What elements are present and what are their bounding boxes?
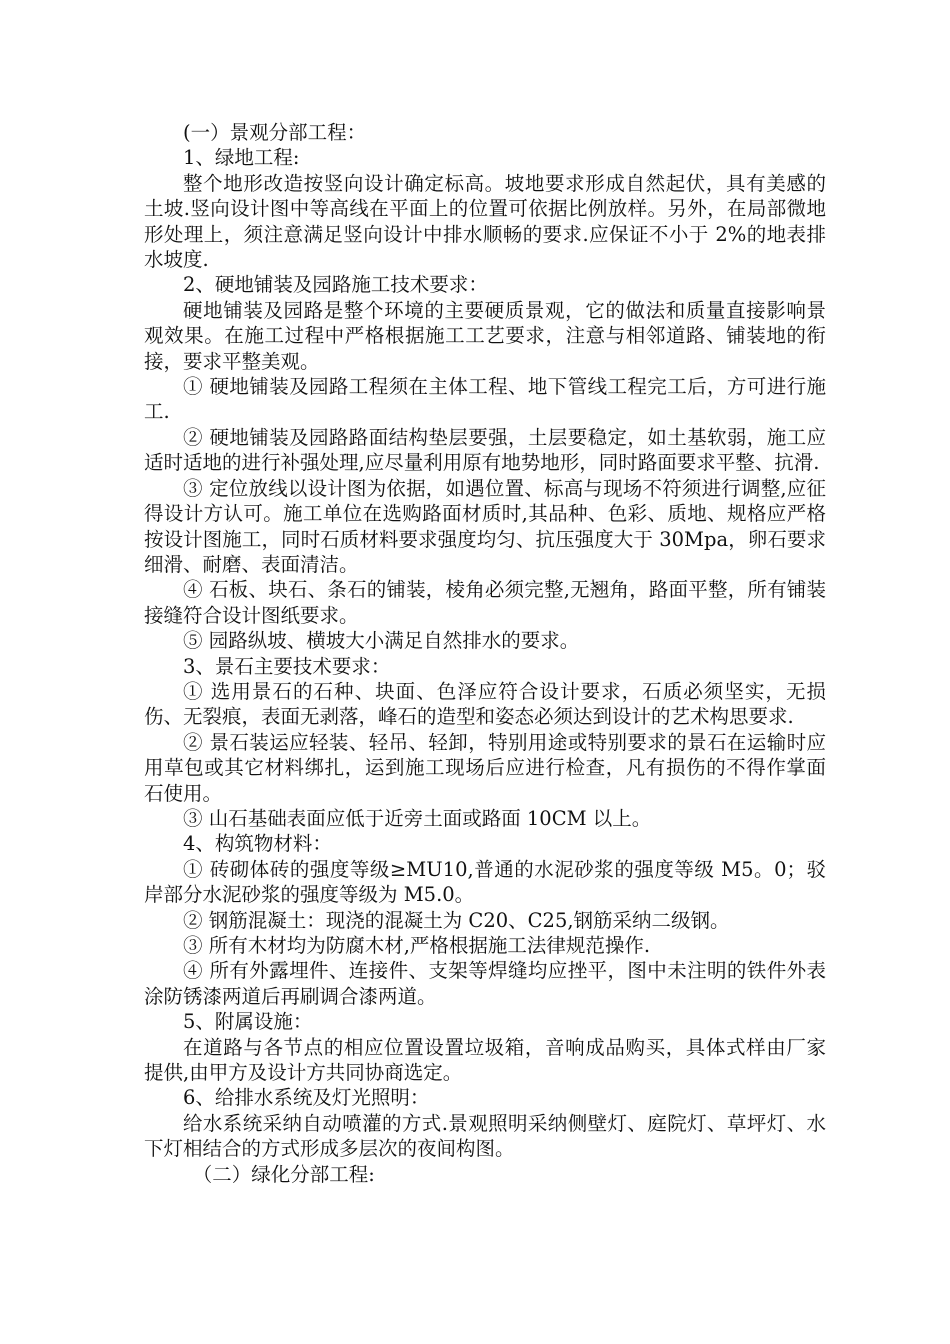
list-item: ④ 所有外露埋件、连接件、支架等焊缝均应挫平，图中未注明的铁件外表涂防锈漆两道后再刷调合漆两道。 <box>144 959 826 1008</box>
body-paragraph: 硬地铺装及园路是整个环境的主要硬质景观，它的做法和质量直接影响景观效果。在施工过程中严格根据施工工艺要求，注意与相邻道路、铺装地的衔接，要求平整美观。 <box>144 298 826 373</box>
list-item: ③ 定位放线以设计图为依据，如遇位置、标高与现场不符须进行调整,应征得设计方认可。施工单位在选购路面材质时,其品种、色彩、质地、规格应严格按设计图施工，同时石质材料要求强度均匀、抗压强度大于 30Mpa，卵石要求细滑、耐磨、表面清洁。 <box>144 476 826 576</box>
subsection-heading: 3、景石主要技术要求： <box>183 654 391 678</box>
document-body <box>144 120 826 1187</box>
section-heading: (一）景观分部工程： <box>183 121 367 144</box>
list-item: ① 选用景石的石种、块面、色泽应符合设计要求，石质必须坚实，无损伤、无裂痕，表面无剥落，峰石的造型和姿态必须达到设计的艺术构思要求. <box>144 679 826 729</box>
subsection-heading: 2、硬地铺装及园路施工技术要求： <box>183 273 488 297</box>
list-item: ② 景石装运应轻装、轻吊、轻卸，特别用途或特别要求的景石在运输时应用草包或其它材料绑扎，运到施工现场后应进行检查，凡有损伤的不得作掌面石使用。 <box>144 730 826 805</box>
body-paragraph: 整个地形改造按竖向设计确定标高。坡地要求形成自然起伏，具有美感的土坡.竖向设计图中等高线在平面上的位置可依据比例放样。另外，在局部微地形处理上，须注意满足竖向设计中排水顺畅的要求.应保证不小于 2%的地表排水坡度. <box>144 171 826 272</box>
section-heading: （二）绿化分部工程: <box>192 1162 375 1186</box>
subsection-heading: 6、给排水系统及灯光照明： <box>183 1086 430 1110</box>
list-item: ④ 石板、块石、条石的铺装，棱角必须完整,无翘角，路面平整，所有铺装接缝符合设计图纸要求。 <box>144 578 826 627</box>
subsection-heading: 1、绿地工程: <box>183 146 300 170</box>
list-item: ⑤ 园路纵坡、横坡大小满足自然排水的要求。 <box>183 629 580 653</box>
subsection-heading: 5、附属设施： <box>183 1010 313 1034</box>
list-item: ① 硬地铺装及园路工程须在主体工程、地下管线工程完工后，方可进行施工. <box>144 375 826 424</box>
list-item: ③ 山石基础表面应低于近旁土面或路面 10CM 以上。 <box>183 806 652 830</box>
list-item: ③ 所有木材均为防腐木材,严格根据施工法律规范操作. <box>183 934 651 957</box>
body-paragraph: 在道路与各节点的相应位置设置垃圾箱，音响成品购买，具体式样由厂家提供,由甲方及设计方共同协商选定。 <box>144 1035 826 1085</box>
subsection-heading: 4、构筑物材料： <box>183 832 332 856</box>
list-item: ② 钢筋混凝土：现浇的混凝土为 C20、C25,钢筋采纳二级钢。 <box>183 908 730 932</box>
list-item: ② 硬地铺装及园路路面结构垫层要强，土层要稳定，如土基软弱，施工应适时适地的进行补强处理,应尽量利用原有地势地形，同时路面要求平整、抗滑. <box>144 425 826 475</box>
body-paragraph: 给水系统采纳自动喷灌的方式.景观照明采纳侧壁灯、庭院灯、草坪灯、水下灯相结合的方式形成多层次的夜间构图。 <box>144 1111 826 1161</box>
list-item: ① 砖砌体砖的强度等级≥MU10,普通的水泥砂浆的强度等级 M5。0；驳岸部分水泥砂浆的强度等级为 M5.0。 <box>144 857 826 907</box>
